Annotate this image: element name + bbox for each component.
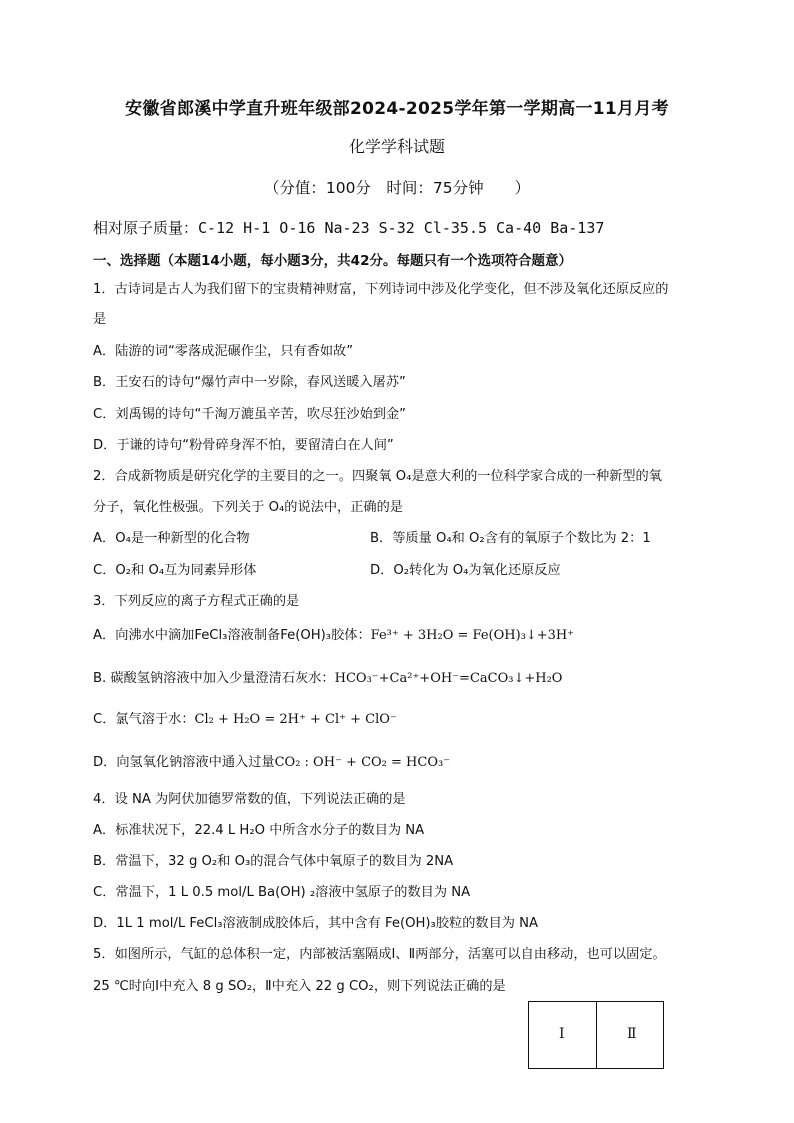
piston-divider	[596, 1002, 597, 1068]
q3-option-a-text: A．向沸水中滴加FeCl₃溶液制备Fe(OH)₃胶体：	[93, 628, 371, 643]
q4-option-a: A．标准状况下，22.4 L H₂O 中所含水分子的数目为 NA	[93, 823, 425, 838]
q4-option-b: B．常温下，32 g O₂和 O₃的混合气体中氧原子的数目为 2NA	[93, 854, 454, 869]
q1-option-a: A．陆游的词“零落成泥碾作尘，只有香如故”	[93, 344, 354, 359]
q3-option-c-text: C．氯气溶于水：	[93, 712, 195, 727]
q1-stem-line2: 是	[93, 312, 107, 327]
q3-option-a-equation: Fe³⁺ + 3H₂O = Fe(OH)₃↓+3H⁺	[370, 628, 575, 643]
q4-option-c: C．常温下，1 L 0.5 mol/L Ba(OH) ₂溶液中氢原子的数目为 NA	[93, 885, 471, 900]
q2-option-d: D．O₂转化为 O₄为氧化还原反应	[370, 563, 561, 578]
cylinder-diagram	[528, 1001, 664, 1069]
q3-option-b-equation: HCO₃⁻+Ca²⁺+OH⁻=CaCO₃↓+H₂O	[334, 671, 563, 686]
q3-option-c-equation: Cl₂ + H₂O = 2H⁺ + Cl⁺ + ClO⁻	[194, 712, 397, 727]
exam-title: 安徽省郎溪中学直升班年级部2024-2025学年第一学期高一11月月考	[125, 99, 669, 119]
q3-option-d	[93, 751, 450, 770]
q5-stem-line1: 5．如图所示，气缸的总体积一定，内部被活塞隔成Ⅰ、Ⅱ两部分，活塞可以自由移动，也可以固定。	[93, 947, 666, 962]
q3-option-d-equation: CO₂ : OH⁻ + CO₂ = HCO₃⁻	[274, 755, 451, 770]
q3-option-d-text: D．向氢氧化钠溶液中通入过量	[93, 755, 275, 770]
q3-option-b-text: B. 碳酸氢钠溶液中加入少量澄清石灰水：	[93, 671, 335, 686]
exam-meta: （分值：100分 时间：75分钟 ）	[263, 179, 531, 197]
q1-option-b: B．王安石的诗句“爆竹声中一岁除，春风送暖入屠苏”	[93, 375, 406, 390]
q2-option-b: B．等质量 O₄和 O₂含有的氧原子个数比为 2：1	[370, 531, 651, 546]
q2-stem-line2: 分子，氧化性极强。下列关于 O₄的说法中，正确的是	[93, 500, 403, 515]
q2-option-a: A．O₄是一种新型的化合物	[93, 531, 250, 546]
q3-stem: 3．下列反应的离子方程式正确的是	[93, 594, 300, 609]
q1-stem-line1: 1．古诗词是古人为我们留下的宝贵精神财富，下列诗词中涉及化学变化，但不涉及氧化还原反应的	[93, 282, 669, 297]
q1-option-d: D．于谦的诗句“粉骨碎身浑不怕，要留清白在人间”	[93, 438, 394, 453]
exam-subtitle: 化学学科试题	[348, 137, 445, 156]
q1-option-c: C．刘禹锡的诗句“千淘万漉虽辛苦，吹尽狂沙始到金”	[93, 407, 406, 422]
atomic-masses-label: 相对原子质量：	[93, 219, 199, 237]
q4-option-d: D．1L 1 mol/L FeCl₃溶液制成胶体后，其中含有 Fe(OH)₃胶粒的数目为 NA	[93, 916, 539, 931]
atomic-masses-values: C-12 H-1 O-16 Na-23 S-32 Cl-35.5 Ca-40 Ba-137	[198, 219, 605, 237]
atomic-masses	[93, 217, 604, 238]
q3-option-a	[93, 624, 574, 643]
chamber-one-label: Ⅰ	[559, 1026, 565, 1042]
q3-option-c	[93, 708, 397, 727]
q4-stem: 4．设 NA 为阿伏加德罗常数的值，下列说法正确的是	[93, 792, 406, 807]
q5-stem-line2: 25 ℃时向Ⅰ中充入 8 g SO₂，Ⅱ中充入 22 g CO₂，则下列说法正确的是	[93, 979, 506, 994]
q2-option-c: C．O₂和 O₄互为同素异形体	[93, 563, 257, 578]
q3-option-b	[93, 667, 562, 686]
q2-stem-line1: 2．合成新物质是研究化学的主要目的之一。四聚氧 O₄是意大利的一位科学家合成的一种新型的氧	[93, 469, 662, 484]
chamber-two-label: Ⅱ	[627, 1026, 637, 1042]
section-heading: 一、选择题（本题14小题，每小题3分，共42分。每题只有一个选项符合题意）	[93, 253, 572, 269]
